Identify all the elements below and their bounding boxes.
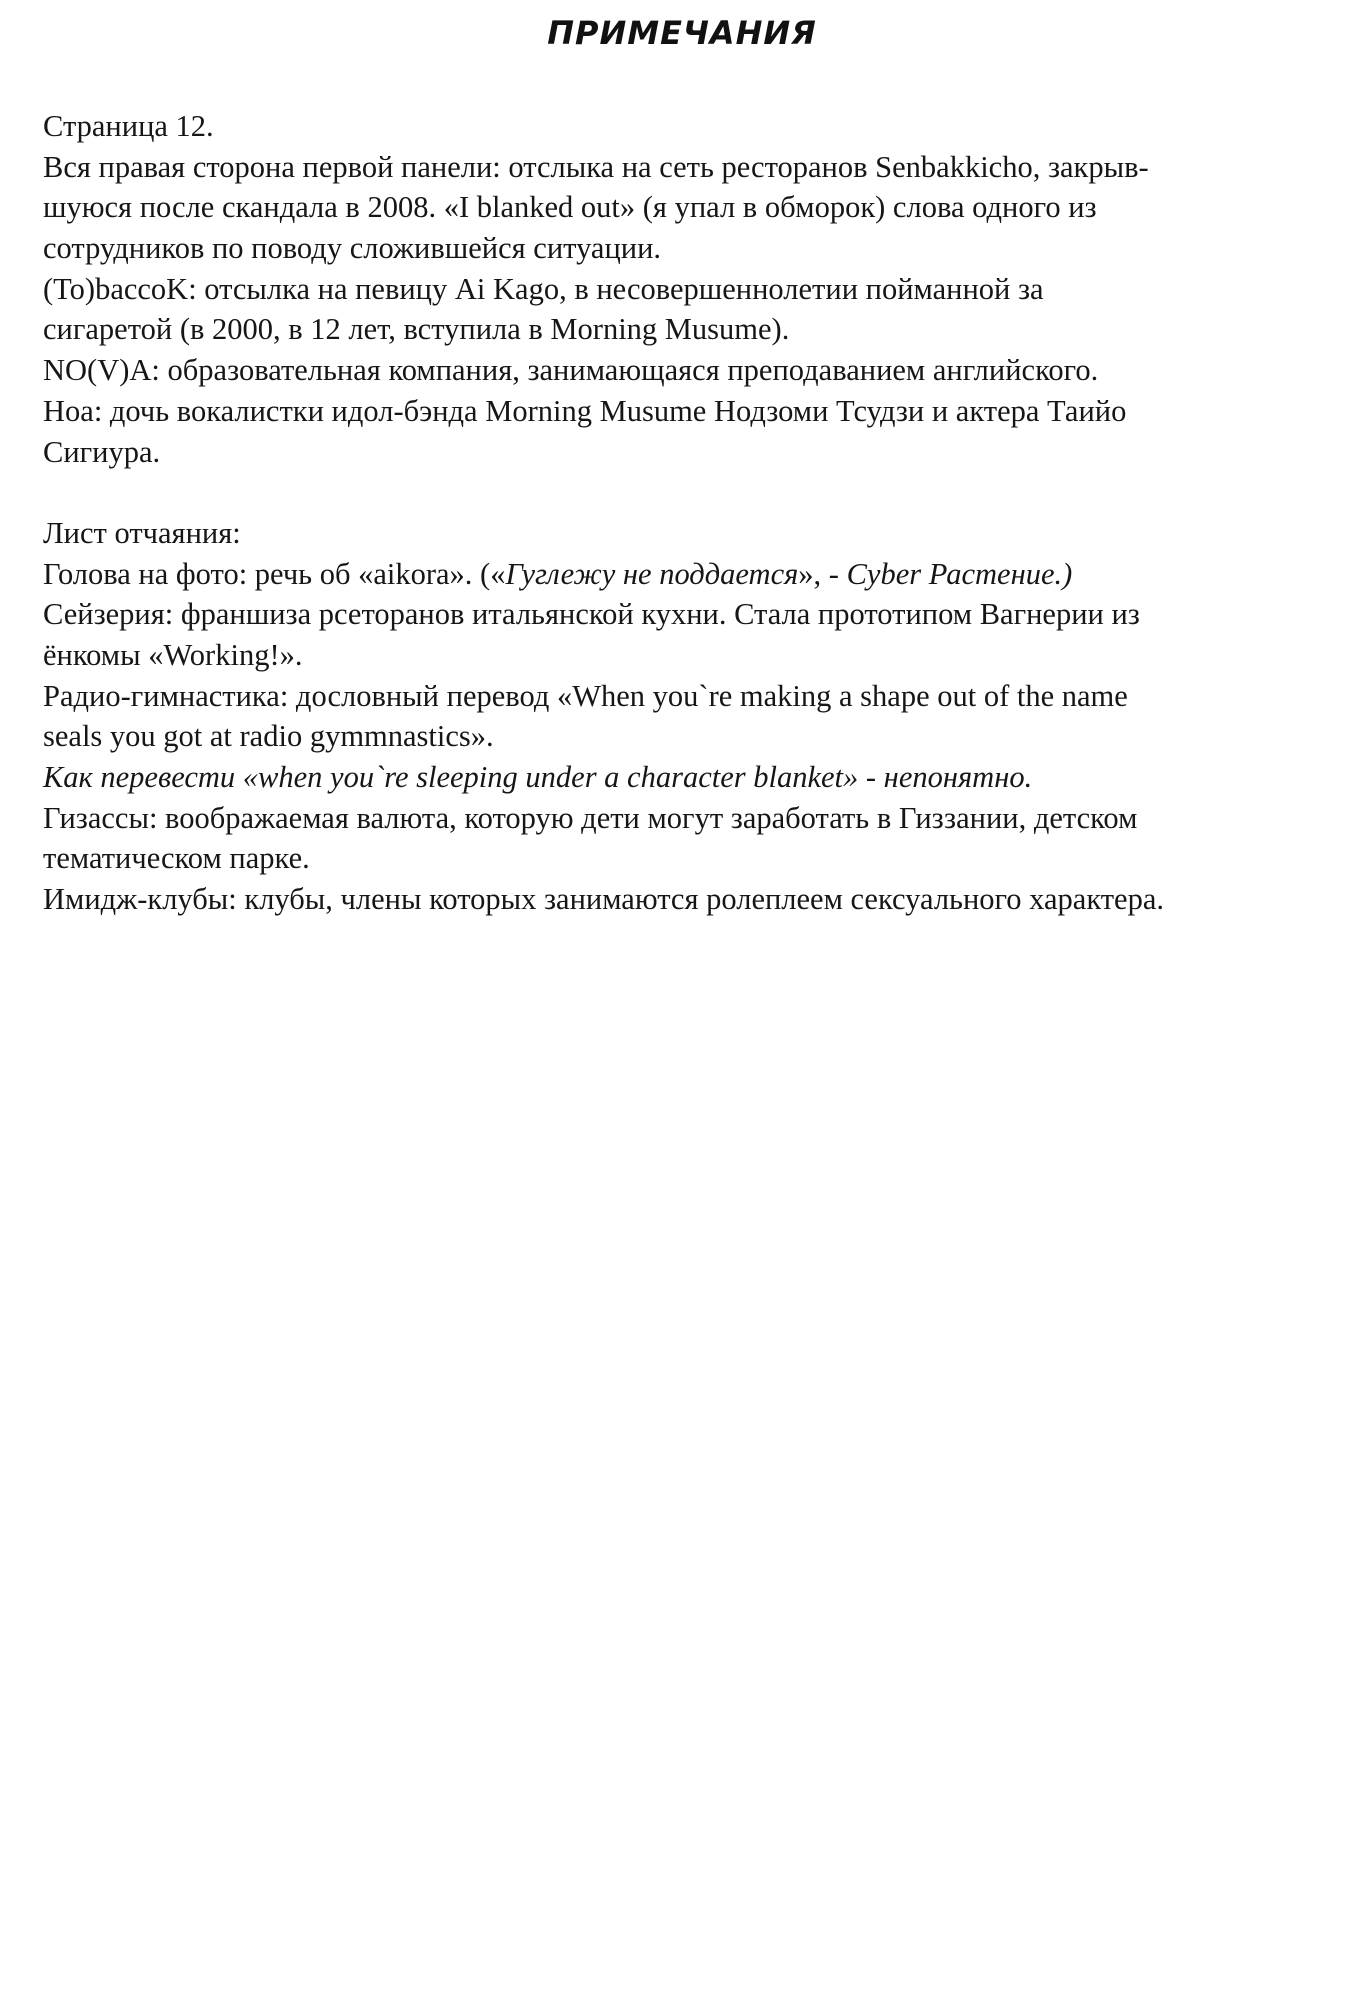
note-line: Ноа: дочь вокалистки идол-бэнда Morning Musume Нодзоми Тсудзи и актера Таийо <box>43 393 1127 428</box>
note-line: Имидж-клубы: клубы, члены которых занимаются ролеплеем сексуального характера. <box>43 882 1165 917</box>
note-line: сигаретой (в 2000, в 12 лет, вступила в Morning Musume). <box>43 312 790 347</box>
note-line: (To)baccoK: отсылка на певицу Ai Kago, в несовершеннолетии пойманной за <box>43 271 1044 306</box>
note-line: seals you got at radio gymmnastics». <box>43 719 494 754</box>
note-line: шуюся после скандала в 2008. «I blanked out» (я упал в обморок) слова одного из <box>43 190 1097 225</box>
note-line: сотрудников по поводу сложившейся ситуации. <box>43 231 662 266</box>
note-line: тематическом парке. <box>43 841 310 876</box>
note-line: Сигиура. <box>43 434 161 469</box>
page-title: ПРИМЕЧАНИЯ <box>547 14 817 52</box>
note-text: », - <box>798 556 847 591</box>
note-line: Вся правая сторона первой панели: отслыка на сеть ресторанов Senbakkicho, закрыв- <box>43 149 1149 184</box>
note-line: NO(V)A: образовательная компания, занимающаяся преподаванием английского. <box>43 353 1099 388</box>
note-line: Гизассы: воображаемая валюта, которую дети могут заработать в Гиззании, детском <box>43 800 1138 835</box>
note-line: Страница 12. <box>43 109 214 143</box>
note-line <box>43 554 1343 595</box>
note-text: Голова на фото: речь об «aikora». (« <box>43 556 506 591</box>
note-line: ёнкомы «Working!». <box>43 637 303 672</box>
note-line: Радио-гимнастика: дословный перевод «When you`re making a shape out of the name <box>43 678 1128 713</box>
note-text-italic: Cyber Растение.) <box>846 556 1073 591</box>
paragraph-gap <box>43 472 1343 513</box>
notes-body <box>43 106 1343 920</box>
note-text-italic: Гуглежу не поддается <box>505 556 799 591</box>
note-line: Лист отчаяния: <box>43 515 241 550</box>
note-line: Сейзерия: франшиза рсеторанов итальянской кухни. Стала прототипом Вагнерии из <box>43 597 1140 632</box>
note-line-italic: Как перевести «when you`re sleeping under a character blanket» - непонятно. <box>43 760 1033 794</box>
